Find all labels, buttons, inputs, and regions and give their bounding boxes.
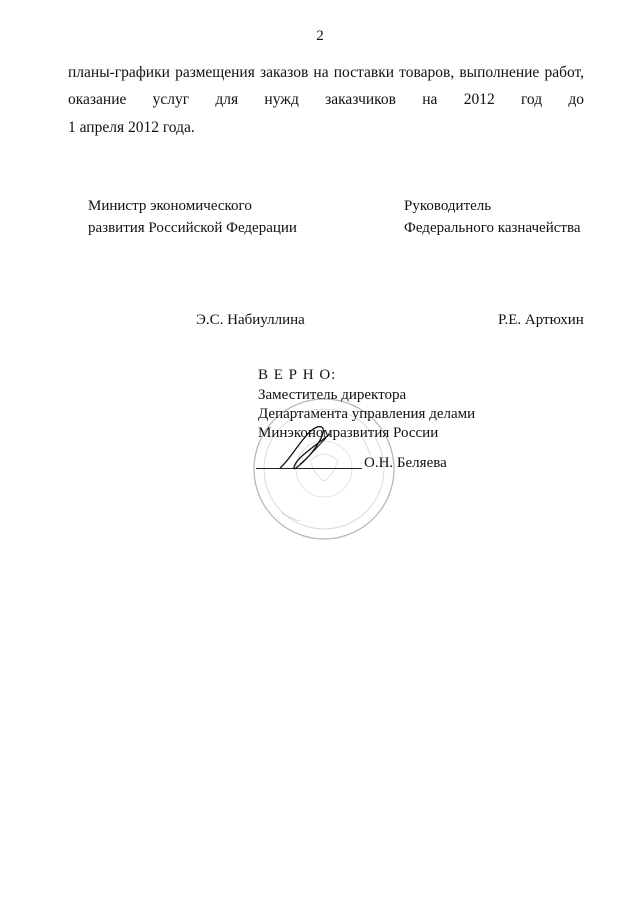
word: нужд xyxy=(264,91,299,108)
right-signatory-title xyxy=(404,195,580,239)
certification-line-2: Департамента управления делами xyxy=(258,406,476,422)
left-title-line-1: Министр экономического xyxy=(88,198,252,214)
left-signatory-name: Э.С. Набиуллина xyxy=(196,312,305,328)
paragraph-line-1: планы-графики размещения заказов на поставки товаров, выполнение работ, xyxy=(68,64,584,81)
certification-line-1: Заместитель директора xyxy=(258,387,407,403)
certification-signer: О.Н. Беляева xyxy=(364,455,447,471)
certification-heading: В Е Р Н О: xyxy=(258,367,337,383)
right-title-line-1: Руководитель xyxy=(404,198,492,214)
paragraph-line-3: 1 апреля 2012 года. xyxy=(68,119,195,136)
word: год xyxy=(520,91,543,108)
word: оказание xyxy=(68,91,127,108)
handwritten-signature xyxy=(270,420,350,480)
word: услуг xyxy=(152,91,190,108)
word: до xyxy=(568,91,584,108)
word: на xyxy=(422,91,438,108)
left-signatory-title xyxy=(88,195,297,239)
right-title-line-2: Федерального казначейства xyxy=(404,220,581,236)
page-number: 2 xyxy=(316,28,324,44)
paragraph-line-2 xyxy=(68,91,584,109)
word: для xyxy=(215,91,239,108)
right-signatory-name: Р.Е. Артюхин xyxy=(498,312,584,328)
left-title-line-2: развития Российской Федерации xyxy=(88,220,297,236)
word: 2012 xyxy=(463,91,495,108)
certification-line-3: Минэкономразвития России xyxy=(258,425,439,441)
word: заказчиков xyxy=(325,91,396,108)
